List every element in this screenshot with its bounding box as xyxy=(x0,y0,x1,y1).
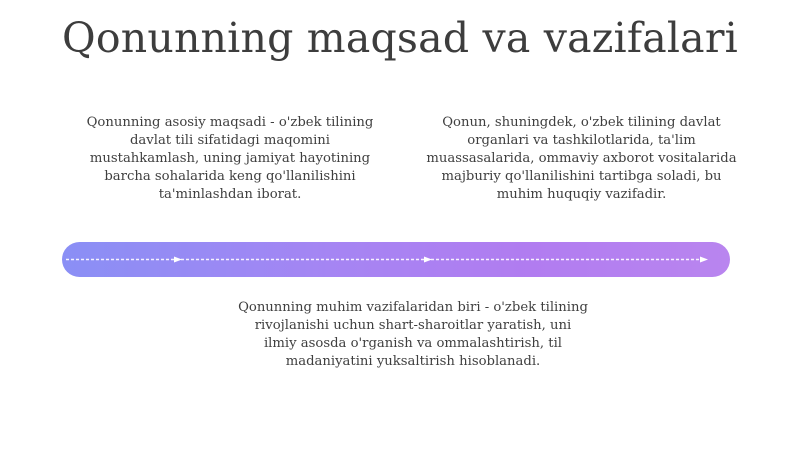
page-title: Qonunning maqsad va vazifalari xyxy=(62,14,738,62)
timeline-arrows xyxy=(62,242,730,277)
goal-text-block: Qonunning asosiy maqsadi - o'zbek tilining davlat tili sifatidagi maqomini mustahkamlash, uning jamiyat hayotining barcha sohalarida keng qo'llanilishini ta'minlashdan iborat. xyxy=(86,115,374,202)
arrow-head-icon xyxy=(174,257,182,263)
development-text-block: Qonunning muhim vazifalaridan biri - o'zbek tilining rivojlanishi uchun shart-sharoitlar yaratish, uni ilmiy asosda o'rganish va ommalashtirish, til madaniyatini yuksaltirish hisoblanadi. xyxy=(238,300,588,369)
arrow-head-icon xyxy=(424,257,432,263)
arrow-head-icon xyxy=(700,257,708,263)
regulation-text-block: Qonun, shuningdek, o'zbek tilining davlat organlari va tashkilotlarida, ta'lim muassasalarida, ommaviy axborot vositalarida majburiy qo'llanilishini tartibga soladi, bu muhim huquqiy vazifadir. xyxy=(426,115,737,202)
timeline-bar xyxy=(62,242,730,277)
